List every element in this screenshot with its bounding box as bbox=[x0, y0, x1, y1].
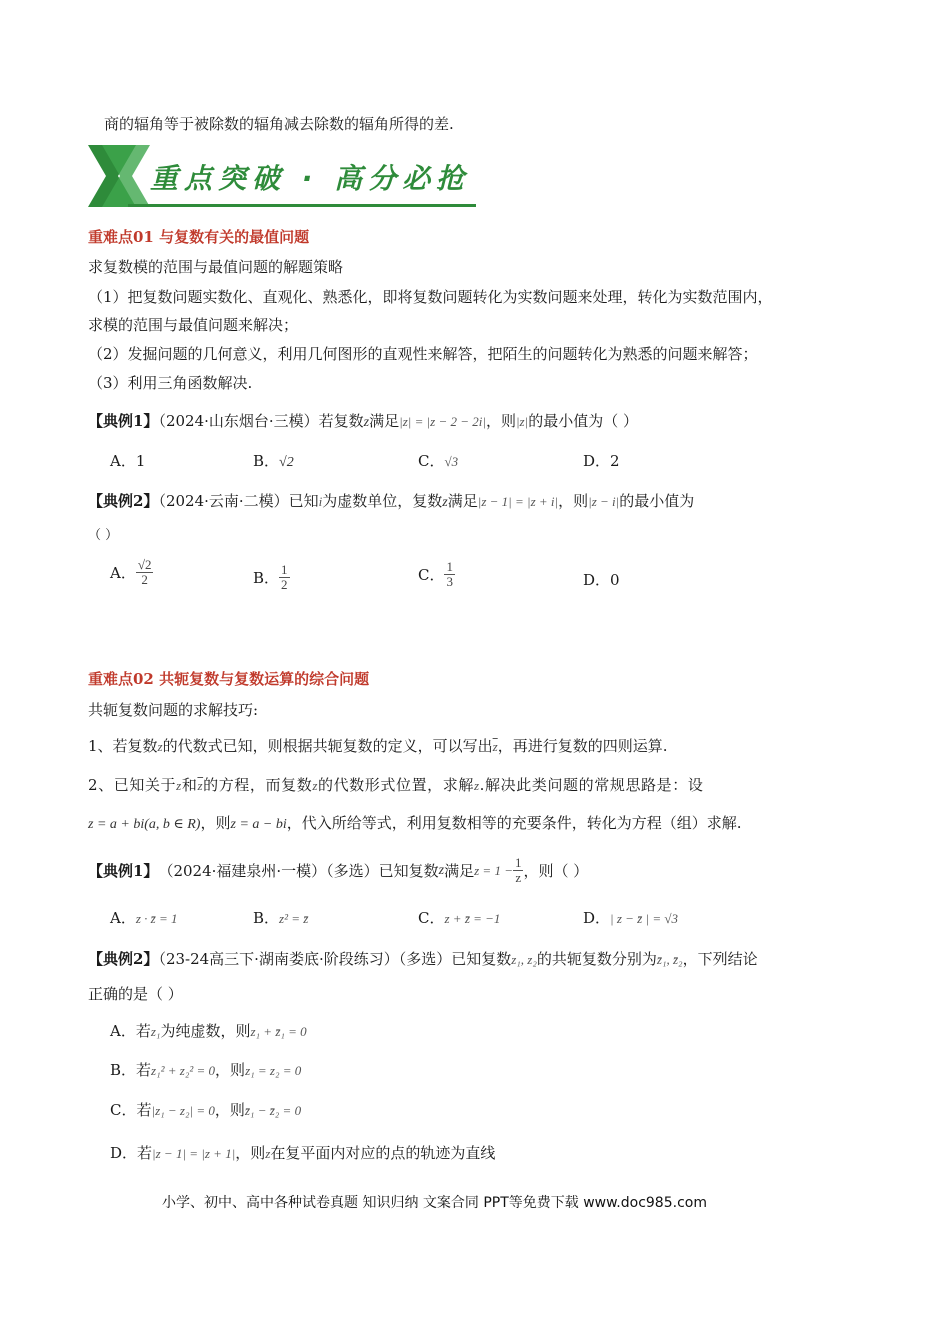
option-b[interactable] bbox=[253, 450, 294, 471]
text-span: ，则 bbox=[485, 412, 516, 430]
answer-paren: （ ） bbox=[88, 528, 119, 543]
text-span: 1 bbox=[281, 562, 288, 577]
text-span: 在复平面内对应的点的轨迹为直线 bbox=[270, 1144, 496, 1162]
section2-tip2-cont bbox=[88, 812, 742, 833]
text-span: ，则（ ） bbox=[523, 862, 589, 881]
option-d[interactable] bbox=[583, 907, 678, 928]
page-footer: 小学、初中、高中各种试卷真题 知识归纳 文案合同 PPT等免费下载 www.doc985.com bbox=[162, 1195, 707, 1211]
text-span: 为虚数单位，复数 bbox=[322, 492, 443, 510]
section2-tips-title: 共轭复数问题的求解技巧: bbox=[88, 701, 259, 719]
section2-tip2 bbox=[88, 774, 703, 795]
fraction bbox=[444, 560, 455, 590]
math-expression: √2 bbox=[279, 455, 294, 470]
text-span: 2 bbox=[141, 572, 148, 588]
math-expression: z₁² + z₂² = 0 bbox=[151, 1063, 216, 1078]
math-expression: $\overline{z}$ bbox=[197, 778, 204, 793]
option-d[interactable] bbox=[110, 1142, 495, 1163]
section1-title: 重难点01 与复数有关的最值问题 bbox=[88, 228, 310, 246]
text-span: 若 bbox=[136, 1101, 152, 1119]
text-span: （2024·山东烟台·三模）若复数 bbox=[158, 412, 364, 430]
math-expression: z = 1 − bbox=[474, 862, 513, 878]
section1-strategy-title: 求复数模的范围与最值问题的解题策略 bbox=[88, 258, 344, 276]
text-span: √2 bbox=[137, 557, 152, 572]
option-c[interactable] bbox=[418, 907, 500, 928]
text-span: C． bbox=[110, 1101, 137, 1119]
math-expression: |z − 1| = |z + i| bbox=[477, 494, 559, 509]
math-expression: $\overline{z}$ bbox=[492, 739, 498, 754]
option-a[interactable] bbox=[110, 450, 145, 471]
math-expression: z bbox=[157, 739, 163, 754]
text-span: 和 bbox=[181, 776, 198, 794]
math-expression: z bbox=[176, 778, 182, 793]
text-span: 0 bbox=[610, 571, 620, 589]
text-span: 的最小值为 bbox=[619, 492, 695, 510]
option-a[interactable] bbox=[110, 907, 177, 928]
math-expression: z₁ = z₂ = 0 bbox=[245, 1063, 302, 1078]
text-span: B． bbox=[253, 452, 280, 470]
section1-point3: （3）利用三角函数解决. bbox=[88, 374, 253, 392]
text-span: D． bbox=[583, 571, 611, 589]
option-b[interactable] bbox=[253, 563, 290, 593]
option-b[interactable] bbox=[253, 907, 308, 928]
example-tag: 【典例2】 bbox=[88, 950, 159, 968]
text-span: A． bbox=[110, 564, 136, 583]
intro-text: 商的辐角等于被除数的辐角减去除数的辐角所得的差. bbox=[104, 115, 454, 133]
math-expression: z̄₁ − z̄₂ = 0 bbox=[244, 1103, 302, 1118]
text-span: 满足 bbox=[444, 862, 475, 881]
example1-1-stem bbox=[88, 410, 638, 431]
option-a[interactable] bbox=[110, 1020, 307, 1041]
option-a[interactable] bbox=[110, 558, 153, 588]
text-span: 1 bbox=[514, 855, 522, 870]
math-expression: z₁ bbox=[150, 1024, 161, 1039]
math-expression: z bbox=[438, 862, 445, 878]
text-span: D． bbox=[110, 1144, 138, 1162]
text-span: 2 bbox=[610, 452, 620, 470]
fraction bbox=[136, 558, 154, 588]
text-span: ，则 bbox=[235, 1144, 266, 1162]
math-expression: √3 bbox=[444, 454, 459, 469]
text-span: B． bbox=[110, 1061, 137, 1079]
option-d[interactable] bbox=[583, 450, 620, 471]
text-span: ，则 bbox=[200, 814, 231, 832]
text-span: C． bbox=[418, 452, 445, 470]
option-c[interactable] bbox=[418, 450, 458, 471]
example2-2-stem-cont: 正确的是（ ） bbox=[88, 985, 183, 1003]
text-span: 2、已知关于 bbox=[88, 776, 177, 794]
math-expression: |z − 1| = |z + 1| bbox=[152, 1146, 236, 1161]
option-c[interactable] bbox=[110, 1099, 301, 1120]
math-expression: z² = z̄ bbox=[279, 911, 309, 926]
section2-tip1 bbox=[88, 735, 667, 756]
text-span: ，再进行复数的四则运算. bbox=[497, 737, 668, 755]
text-span: A． bbox=[110, 909, 136, 927]
math-expression: | z − z̄ | = √3 bbox=[610, 911, 678, 926]
math-expression: z = a − bi bbox=[230, 817, 287, 832]
text-span: 若 bbox=[137, 1144, 153, 1162]
text-span: ，代入所给等式，利用复数相等的充要条件，转化为方程（组）求解. bbox=[286, 814, 742, 832]
text-span: 若 bbox=[135, 1022, 151, 1040]
math-expression: z bbox=[474, 778, 480, 793]
example-tag: 【典例1】 bbox=[88, 412, 159, 430]
math-expression: z₁, z₂ bbox=[511, 952, 537, 967]
math-expression: z₁ + z̄₁ = 0 bbox=[250, 1024, 307, 1039]
text-span: 1、若复数 bbox=[88, 737, 158, 755]
section1-point2: （2）发掘问题的几何意义，利用几何图形的直观性来解答，把陌生的问题转化为熟悉的问题来解答； bbox=[88, 345, 758, 363]
text-span: 1 bbox=[135, 452, 146, 470]
text-span: 满足 bbox=[447, 492, 478, 510]
math-expression: z · z̄ = 1 bbox=[135, 911, 178, 926]
text-span: C． bbox=[418, 909, 445, 927]
text-span: （2024·云南·二模）已知 bbox=[158, 492, 319, 510]
text-span: 为纯虚数，则 bbox=[160, 1022, 251, 1040]
option-c[interactable] bbox=[418, 560, 455, 590]
math-expression: |z| = |z − 2 − 2i| bbox=[399, 414, 486, 429]
fraction bbox=[513, 856, 524, 886]
text-span: 满足 bbox=[369, 412, 400, 430]
text-span: .解决此类问题的常规思路是：设 bbox=[479, 776, 704, 794]
fraction bbox=[279, 563, 290, 593]
text-span: B． bbox=[253, 909, 280, 927]
text-span: 2 bbox=[281, 577, 288, 593]
option-b[interactable] bbox=[110, 1059, 301, 1080]
math-expression: |z| bbox=[515, 414, 529, 429]
text-span: A． bbox=[110, 1022, 136, 1040]
section1-point1-cont: 求模的范围与最值问题来解决； bbox=[88, 316, 299, 334]
section1-point1: （1）把复数问题实数化、直观化、熟悉化，即将复数问题转化为实数问题来处理，转化为实数范围内， bbox=[88, 288, 773, 306]
math-expression: z bbox=[442, 495, 448, 510]
math-expression: i bbox=[318, 494, 323, 509]
text-span: 若 bbox=[136, 1061, 152, 1079]
text-span: 的共轭复数分别为 bbox=[536, 950, 657, 968]
text-span: 1 bbox=[446, 559, 453, 574]
text-span: A． bbox=[110, 452, 136, 470]
text-span: （23-24高三下·湖南娄底·阶段练习）（多选）已知复数 bbox=[158, 950, 512, 968]
math-expression: |z − i| bbox=[588, 494, 620, 509]
text-span: 的代数式已知，则根据共轭复数的定义，可以写出 bbox=[162, 737, 493, 755]
option-d[interactable] bbox=[583, 569, 620, 590]
text-span: ，则 bbox=[214, 1101, 245, 1119]
text-span: （2024·福建泉州·一模）（多选）已知复数 bbox=[158, 862, 439, 881]
text-span: ，则 bbox=[558, 492, 589, 510]
text-span: ，下列结论 bbox=[682, 950, 758, 968]
text-span: 3 bbox=[446, 574, 453, 590]
text-span: D． bbox=[583, 909, 611, 927]
text-span: 的最小值为（ ） bbox=[528, 412, 638, 430]
math-expression: z̄₁, z̄₂ bbox=[656, 952, 683, 967]
example-tag: 【典例2】 bbox=[88, 492, 159, 510]
section2-title: 重难点02 共轭复数与复数运算的综合问题 bbox=[88, 670, 370, 688]
text-span: ，则 bbox=[215, 1061, 246, 1079]
math-expression: z bbox=[312, 778, 318, 793]
text-span: D． bbox=[583, 452, 611, 470]
text-span: 的代数形式位置，求解 bbox=[317, 776, 474, 794]
math-expression: |z₁ − z₂| = 0 bbox=[151, 1103, 215, 1118]
section-banner bbox=[88, 143, 478, 209]
example2-2-stem bbox=[88, 948, 758, 969]
math-expression: z bbox=[363, 415, 370, 430]
math-expression: z bbox=[265, 1146, 271, 1161]
math-expression: z = a + bi(a, b ∈ R) bbox=[88, 817, 201, 832]
banner-title: 重点突破 · 高分必抢 bbox=[150, 162, 471, 195]
text-span: B． bbox=[253, 569, 280, 588]
example1-2-stem bbox=[88, 490, 694, 511]
text-span: z bbox=[515, 870, 522, 886]
text-span: C． bbox=[418, 566, 445, 585]
example-tag: 【典例1】 bbox=[88, 862, 159, 881]
example2-1-stem bbox=[88, 856, 588, 886]
math-expression: z + z̄ = −1 bbox=[444, 911, 501, 926]
text-span: 的方程，而复数 bbox=[203, 776, 313, 794]
